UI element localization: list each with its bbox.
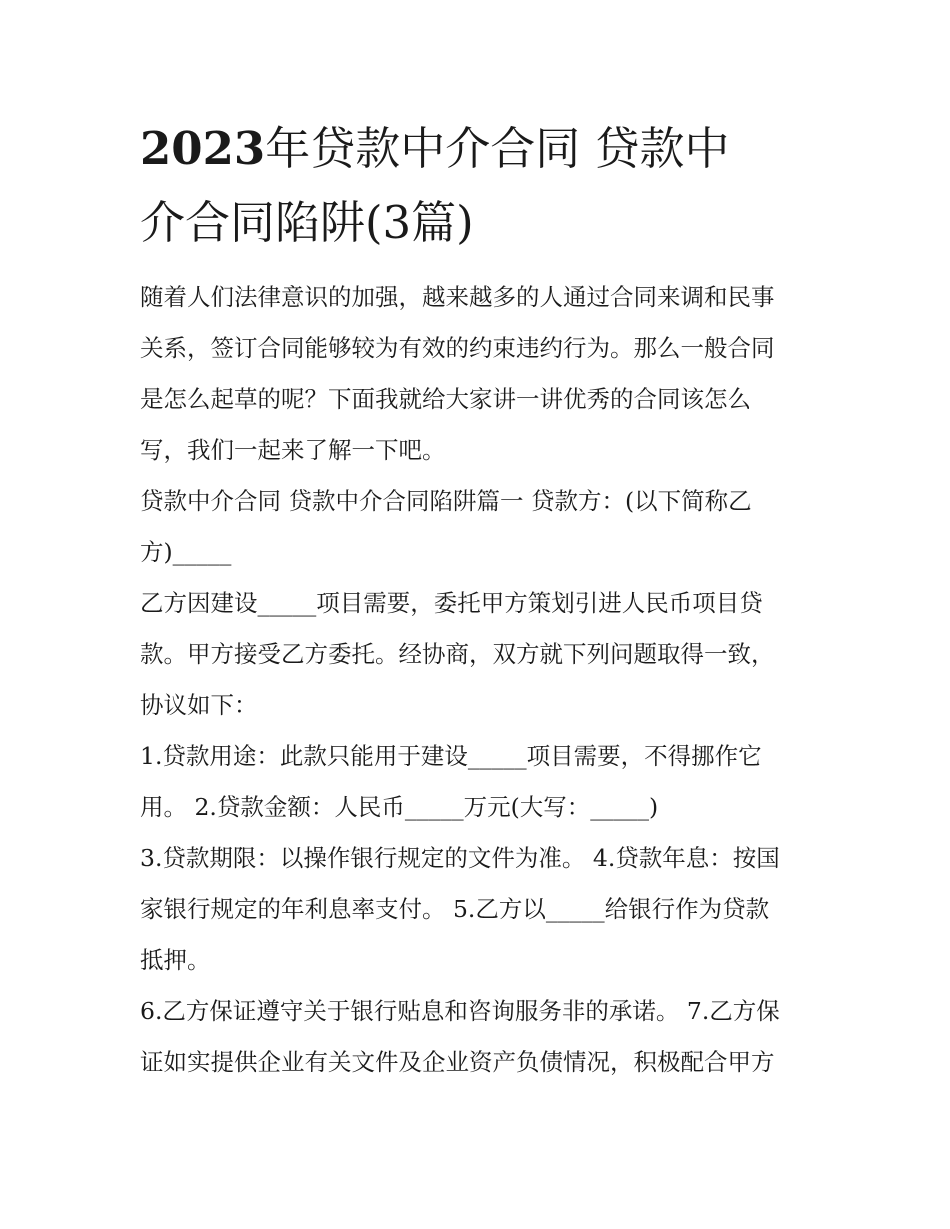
document-body: [140, 272, 812, 1088]
text-line: 3.贷款期限：以操作银行规定的文件为准。 4.贷款年息：按国: [140, 844, 780, 872]
text-line: 是怎么起草的呢？下面我就给大家讲一讲优秀的合同该怎么: [140, 385, 751, 413]
title-line-1: 2023年贷款中介合同 贷款中: [140, 122, 730, 175]
text-line: 款。甲方接受乙方委托。经协商，双方就下列问题取得一致，: [140, 640, 775, 668]
document-page: [140, 112, 812, 1088]
text-line: 协议如下：: [140, 691, 258, 719]
text-line: 1.贷款用途：此款只能用于建设_____项目需要，不得挪作它: [140, 742, 762, 770]
text-line: 方)_____: [140, 538, 232, 566]
text-line: 贷款中介合同 贷款中介合同陷阱篇一 贷款方：(以下简称乙: [140, 487, 752, 515]
text-line: 关系，签订合同能够较为有效的约束违约行为。那么一般合同: [140, 334, 775, 362]
title-line-2: 介合同陷阱(3篇): [140, 196, 474, 249]
text-line: 写，我们一起来了解一下吧。: [140, 436, 446, 464]
text-line: 6.乙方保证遵守关于银行贴息和咨询服务非的承诺。 7.乙方保: [140, 997, 780, 1025]
text-line: 家银行规定的年利息率支付。 5.乙方以_____给银行作为贷款: [140, 895, 770, 923]
text-line: 用。 2.贷款金额：人民币_____万元(大写：_____): [140, 793, 659, 821]
title-line-1-rest: 年贷款中介合同 贷款中: [265, 122, 730, 175]
text-line: 证如实提供企业有关文件及企业资产负债情况，积极配合甲方: [140, 1048, 775, 1076]
document-title: [140, 112, 812, 260]
text-line: 随着人们法律意识的加强，越来越多的人通过合同来调和民事: [140, 283, 775, 311]
text-line: 乙方因建设_____项目需要，委托甲方策划引进人民币项目贷: [140, 589, 763, 617]
text-line: 抵押。: [140, 946, 211, 974]
